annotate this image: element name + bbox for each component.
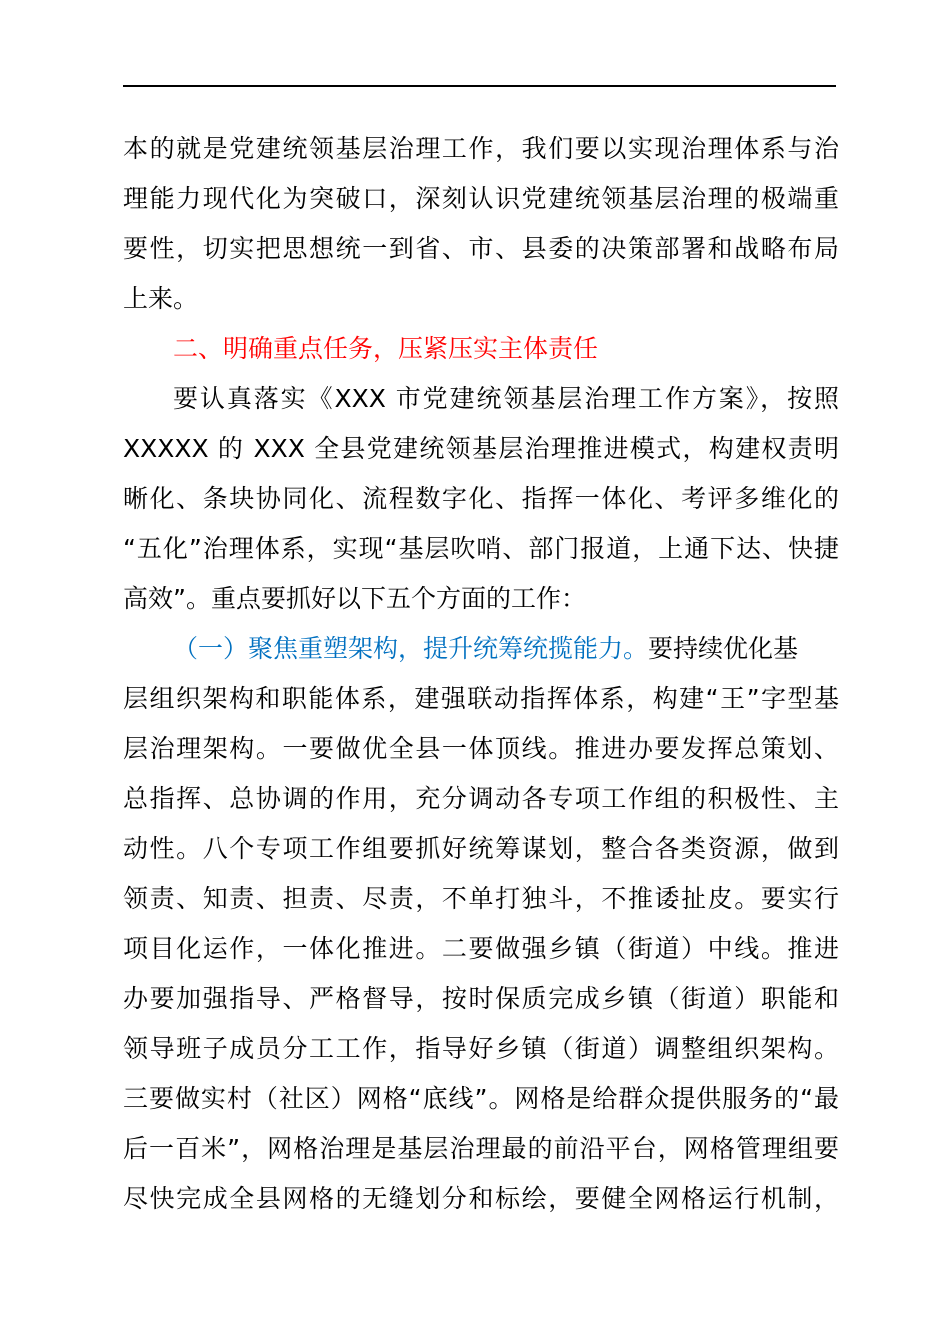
paragraph-line: 本的就是党建统领基层治理工作，我们要以实现治理体系与治 — [123, 134, 839, 163]
paragraph-line: 领导班子成员分工工作，指导好乡镇（街道）调整组织架构。 — [123, 1034, 839, 1063]
paragraph-line: 上来。 — [123, 284, 199, 313]
paragraph-line: 要性，切实把思想统一到省、市、县委的决策部署和战略布局 — [123, 234, 839, 263]
subsection-heading-1: （一）聚焦重塑架构，提升统筹统揽能力。 — [173, 634, 649, 663]
paragraph-line: 动性。八个专项工作组要抓好统筹谋划，整合各类资源，做到 — [123, 834, 839, 863]
paragraph-line: 三要做实村（社区）网格“底线”。网格是给群众提供服务的“最 — [123, 1084, 839, 1113]
paragraph-line: 高效”。重点要抓好以下五个方面的工作： — [123, 584, 586, 613]
paragraph-line: 晰化、条块协同化、流程数字化、指挥一体化、考评多维化的 — [123, 484, 839, 513]
paragraph-text: 要持续优化基 — [648, 634, 799, 663]
paragraph-line: 总指挥、总协调的作用，充分调动各专项工作组的积极性、主 — [123, 784, 839, 813]
paragraph-line: “五化”治理体系，实现“基层吹哨、部门报道，上通下达、快捷 — [123, 534, 839, 563]
paragraph-line: 尽快完成全县网格的无缝划分和标绘，要健全网格运行机制， — [123, 1184, 839, 1213]
section-heading-2: 二、明确重点任务，压紧压实主体责任 — [173, 334, 599, 363]
paragraph-line: 办要加强指导、严格督导，按时保质完成乡镇（街道）职能和 — [123, 984, 839, 1013]
paragraph-line: 层治理架构。一要做优全县一体顶线。推进办要发挥总策划、 — [123, 734, 839, 763]
paragraph-line: 后一百米”，网格治理是基层治理最的前沿平台，网格管理组要 — [123, 1134, 839, 1163]
paragraph-line: 层组织架构和职能体系，建强联动指挥体系，构建“王”字型基 — [123, 684, 839, 713]
paragraph-line: 理能力现代化为突破口，深刻认识党建统领基层治理的极端重 — [123, 184, 839, 213]
paragraph-line: 领责、知责、担责、尽责，不单打独斗，不推诿扯皮。要实行 — [123, 884, 839, 913]
document-body — [123, 124, 839, 1224]
paragraph-line: 项目化运作，一体化推进。二要做强乡镇（街道）中线。推进 — [123, 934, 839, 963]
paragraph-line: 要认真落实《XXX 市党建统领基层治理工作方案》，按照 — [173, 384, 839, 413]
paragraph-line: XXXXX 的 XXX 全县党建统领基层治理推进模式，构建权责明 — [123, 434, 839, 463]
header-rule — [123, 85, 836, 87]
subsection-line — [123, 624, 839, 674]
